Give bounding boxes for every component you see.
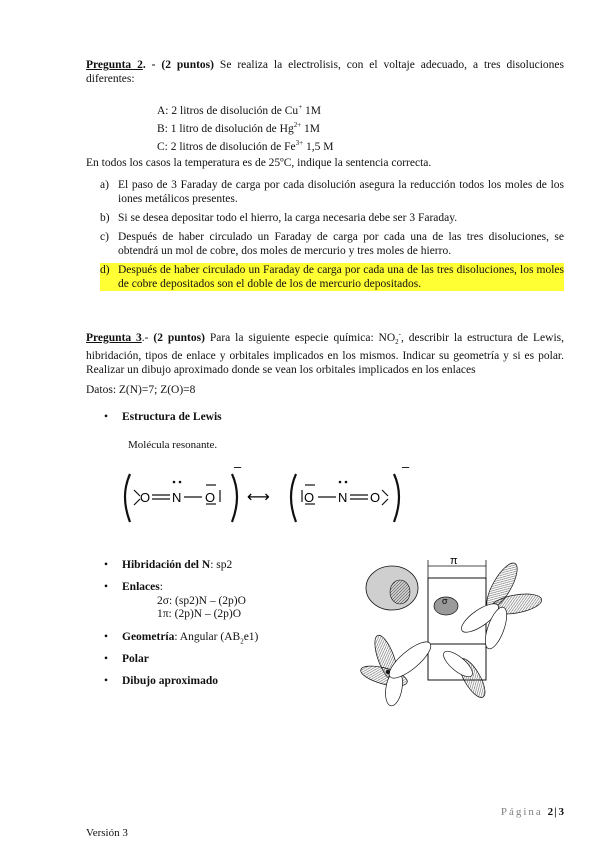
page-separator: |	[554, 806, 559, 818]
n-pair-1b	[179, 481, 182, 484]
drawing-label: Dibujo aproximado	[122, 675, 218, 687]
solution-a: A: 2 litros de disolución de Cu+ 1M	[157, 103, 321, 117]
option-d-correct[interactable]: d) Después de haber circulado un Faraday de carga por cada una de las tres disoluciones, los moles de cobre depositados son el doble de los de mercurio depositados.	[100, 264, 564, 290]
version-label: Versión 3	[86, 827, 128, 839]
bullet-icon: •	[104, 653, 109, 665]
orbital-lobe-hatched	[390, 580, 410, 604]
n-pair-2a	[339, 481, 342, 484]
n-pair-1a	[173, 481, 176, 484]
atom-o4: O	[370, 490, 381, 505]
n-nucleus	[386, 670, 390, 674]
atom-o2: O	[205, 490, 216, 505]
atom-o1: O	[140, 490, 151, 505]
q3-points: (2 puntos)	[153, 331, 205, 344]
option-a[interactable]: a) El paso de 3 Faraday de carga por cada disolución asegura la reducción todos los moles de los iones metálicos presentes.	[100, 179, 564, 205]
bullet-icon: •	[104, 675, 109, 687]
sigma-label: σ	[442, 596, 448, 606]
q2-options	[100, 178, 564, 296]
option-b[interactable]: b) Si se desea depositar todo el hierro, la carga necesaria debe ser 3 Faraday.	[100, 212, 458, 224]
orbital-diagram	[330, 548, 550, 718]
bullet-icon: •	[104, 559, 109, 571]
polar: Polar	[122, 653, 149, 665]
q2-title: Pregunta 2	[86, 59, 143, 71]
q3-title: Pregunta 3	[86, 331, 142, 344]
solution-list	[157, 100, 333, 153]
solution-c: C: 2 litros de disolución de $Fe^{3+}$ 1,5 M	[157, 138, 334, 153]
geometry: Geometría: Angular $(AB_2e1)$	[122, 631, 259, 646]
bullet-icon: •	[104, 411, 109, 423]
bracket-right-2	[394, 474, 399, 522]
pi-label: π	[450, 555, 458, 567]
charge-2: –	[402, 460, 410, 474]
lone-pair-o4b	[382, 499, 388, 505]
bracket-left-2	[291, 474, 296, 522]
page-number: 2	[547, 806, 555, 818]
page-indicator	[501, 805, 565, 819]
datos: Datos: Z(N)=7; Z(O)=8	[86, 384, 196, 396]
bracket-left-1	[125, 474, 130, 522]
atom-n2: N	[338, 490, 348, 505]
page-word: Página	[500, 806, 543, 818]
lewis-heading: Estructura de Lewis	[122, 411, 222, 423]
bullet-icon: •	[104, 581, 109, 593]
bracket-right-1	[232, 474, 237, 522]
q2-intro	[86, 58, 564, 86]
charge-1: –	[234, 460, 242, 474]
bond-pi: 1π: (2p)N – (2p)O	[157, 608, 242, 620]
q2-points: (2 puntos)	[161, 59, 214, 71]
atom-n1: N	[172, 490, 182, 505]
bullet-icon: •	[104, 631, 109, 643]
n-pair-2b	[345, 481, 348, 484]
lewis-note: Molécula resonante.	[128, 439, 218, 451]
q2-dash: . -	[142, 59, 156, 71]
atom-o3: O	[304, 490, 315, 505]
solution-b: B: 1 litro de disolución de $Hg^{2+}$ 1M	[157, 120, 321, 135]
lone-pair-o4a	[382, 490, 388, 496]
q2-stem: En todos los casos la temperatura es de 25ºC, indique la sentencia correcta.	[86, 157, 432, 169]
q3-dash: .-	[141, 331, 149, 344]
lewis-structures	[112, 460, 422, 532]
page-total: 3	[558, 806, 565, 818]
bond-sigma: 2σ: (sp2)N – (2p)O	[157, 595, 246, 607]
q3-intro: Pregunta 3.- (2 puntos) Para la siguiente especie química: $NO_2^-$, describir la estructura de Lewis, hibridación, tipos de enlace y orbitales implicados en los mismos. Indicar su geometría y si es polar. Realizar un dibujo aproximado donde se vean los orbitales implicados en los enlaces	[86, 330, 564, 377]
resonance-arrow: ⟷	[247, 489, 270, 506]
q2-intro-text: Se realiza la electrolisis, con el voltaje adecuado, a tres disoluciones diferentes:	[86, 59, 565, 85]
hybridization: Hibridación del N: sp2	[122, 559, 233, 571]
option-c[interactable]: c) Después de haber circulado un Faraday de carga por cada una de las tres disoluciones, se obtendrá un mol de cobre, dos moles de mercurio y tres moles de hierro.	[100, 231, 564, 257]
bonds: Enlaces:	[122, 581, 163, 593]
